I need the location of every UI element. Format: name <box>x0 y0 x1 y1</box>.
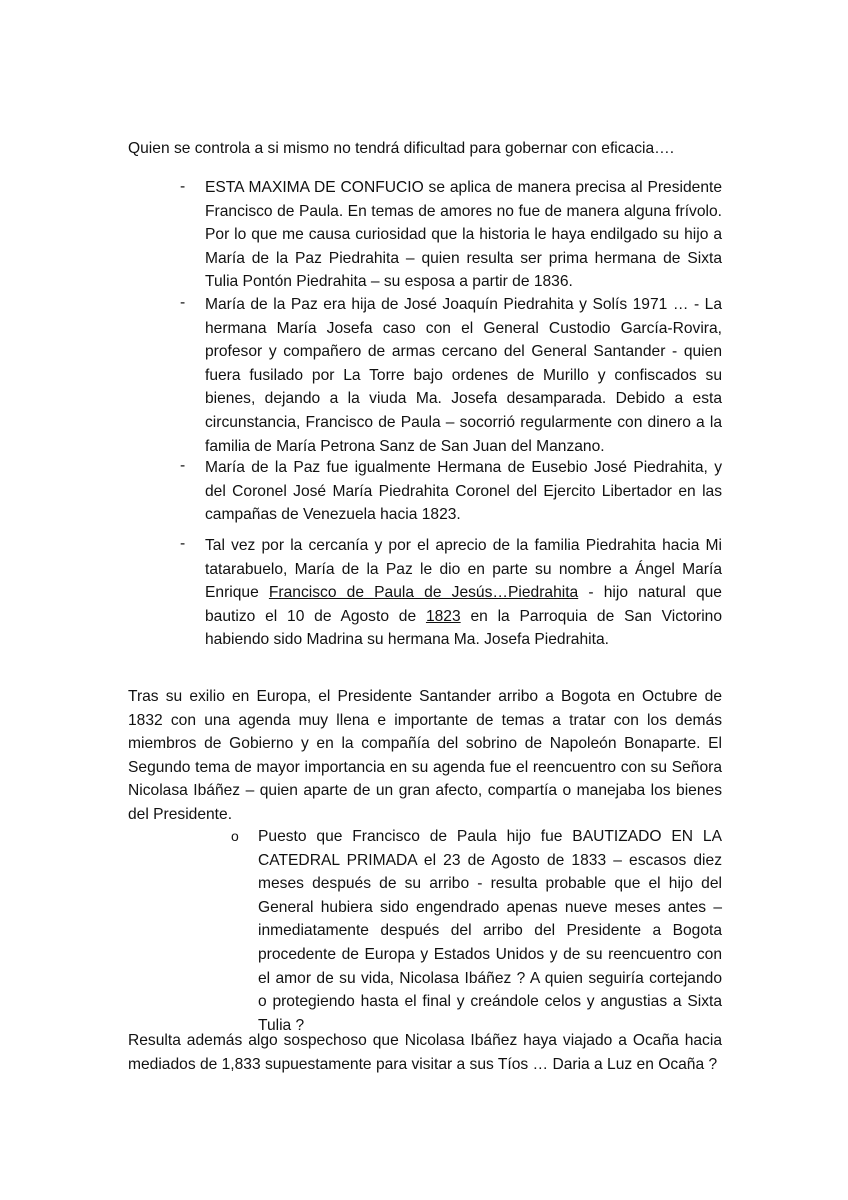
bullet-marker: - <box>180 457 186 474</box>
sub-bullet-marker: o <box>231 828 239 844</box>
paragraph-ocana: Resulta además algo sospechoso que Nicolasa Ibáñez haya viajado a Ocaña hacia mediados de 1,833 supuestamente para visitar a sus Tíos … Daria a Luz en Ocaña ? <box>128 1032 722 1073</box>
bullet-marker: - <box>180 294 186 311</box>
bullet-paragraph-confucio: ESTA MAXIMA DE CONFUCIO se aplica de manera precisa al Presidente Francisco de Paula. En temas de amores no fue de manera alguna frívolo. Por lo que me causa curiosidad que la historia le haya endilgado su hijo a María de la Paz Piedrahita – quien resulta ser prima hermana de Sixta Tulia Pontón Piedrahita – su esposa a partir de 1836. <box>205 179 722 291</box>
bullet-marker: - <box>180 535 186 552</box>
bullet-paragraph-maria-de-la-paz: María de la Paz era hija de José Joaquín Piedrahita y Solís 1971 … - La hermana María Josefa caso con el General Custodio García-Rovira, profesor y compañero de armas cercano del General Santander - quien fuera fusilado por La Torre bajo ordenes de Murillo y confiscados su bienes, dejando a la viuda Ma. Josefa desamparada. Debido a esta circunstancia, Francisco de Paula – socorrió regularmente con dinero a la familia de María Petrona Sanz de San Juan del Manzano. <box>205 296 722 455</box>
bullet-paragraph-hermana: María de la Paz fue igualmente Hermana de Eusebio José Piedrahita, y del Coronel José María Piedrahita Coronel del Ejercito Libertador en las campañas de Venezuela hacia 1823. <box>205 459 722 524</box>
hyperlink-1823[interactable]: 1823 <box>425 607 461 625</box>
bullet-paragraph-tatarabuelo <box>205 534 722 652</box>
hyperlink-francisco-de-paula[interactable]: Francisco de Paula de Jesús…Piedrahita <box>268 584 579 602</box>
bullet-text-part: - hijo natural que bautizo el 10 de Agosto de <box>205 584 722 625</box>
bullet-marker: - <box>180 178 186 195</box>
bullet-text-part: en la Parroquia de San Victorino habiendo sido Madrina su hermana Ma. Josefa Piedrahita. <box>205 607 722 649</box>
paragraph-exilio: Tras su exilio en Europa, el Presidente Santander arribo a Bogota en Octubre de 1832 con una agenda muy llena e importante de temas a tratar con los demás miembros de Gobierno y en la compañía del sobrino de Napoleón Bonaparte. El Segundo tema de mayor importancia en su agenda fue el reencuentro con su Señora Nicolasa Ibáñez – quien aparte de un gran afecto, compartía o manejaba los bienes del Presidente. <box>128 688 722 823</box>
sub-bullet-paragraph-bautizado: Puesto que Francisco de Paula hijo fue BAUTIZADO EN LA CATEDRAL PRIMADA el 23 de Agosto de 1833 – escasos diez meses después de su arribo - resulta probable que el hijo del General hubiera sido engendrado apenas nueve meses antes – inmediatamente después del arribo del Presidente a Bogota procedente de Europa y Estados Unidos y de su reencuentro con el amor de su vida, Nicolasa Ibáñez ? A quien seguiría cortejando o protegiendo hasta el final y creándole celos y angustias a Sixta Tulia ? <box>258 828 722 1034</box>
intro-line: Quien se controla a si mismo no tendrá dificultad para gobernar con eficacia…. <box>128 140 675 157</box>
bullet-text-part: Tal vez por la cercanía y por el aprecio de la familia Piedrahita hacia Mi tatarabuelo, María de la Paz le dio en parte su nombre a Ángel María Enrique <box>205 537 722 602</box>
